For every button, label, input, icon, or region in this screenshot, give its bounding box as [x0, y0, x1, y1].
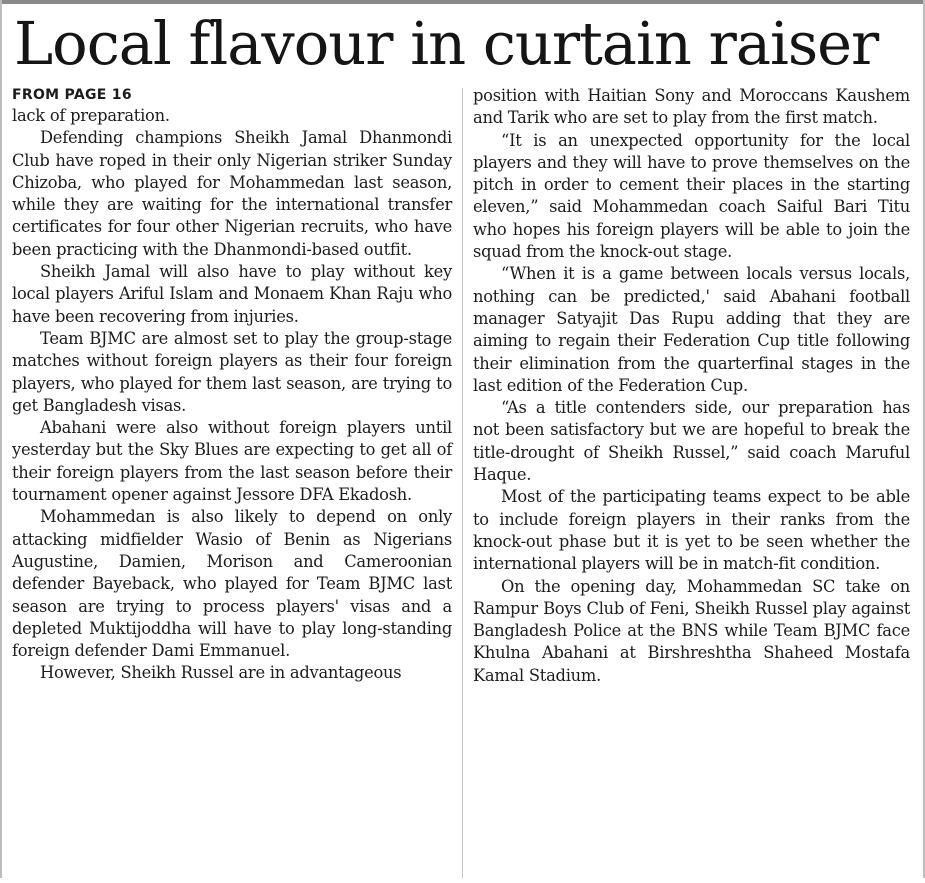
paragraph: Defending champions Sheikh Jamal Dhanmondi Club have roped in their only Nigerian striker Sunday Chizoba, who played for Mohammedan last season, while they are waiting for the international transfer certificates for four other Nigerian recruits, who have been practicing with the Dhanmondi-based outfit. — [12, 128, 452, 259]
left-border — [0, 0, 2, 883]
paragraph: Abahani were also without foreign players until yesterday but the Sky Blues are expecting to get all of their foreign players from the last season before their tournament opener against Jessore DFA Ekadosh. — [12, 418, 452, 505]
right-column — [473, 85, 910, 687]
paragraph: Sheikh Jamal will also have to play without key local players Ariful Islam and Monaem Khan Raju who have been recovering from injuries. — [12, 262, 452, 326]
paragraph: “As a title contenders side, our preparation has not been satisfactory but we are hopeful to break the title-drought of Sheikh Russel,” said coach Maruful Haque. — [473, 398, 910, 485]
column-divider — [462, 88, 463, 878]
paragraph: Most of the participating teams expect to be able to include foreign players in their ranks from the knock-out phase but it is yet to be seen whether the international players will be in match-fit condition. — [473, 487, 910, 574]
paragraph: Mohammedan is also likely to depend on only attacking midfielder Wasio of Benin as Nigerians Augustine, Damien, Morison and Cameroonian defender Bayeback, who played for Team BJMC last season are trying to process players' visas and a depleted Muktijoddha will have to play long-standing foreign defender Dami Emmanuel. — [12, 507, 452, 661]
paragraph: “It is an unexpected opportunity for the local players and they will have to prove themselves on the pitch in order to cement their places in the starting eleven,” said Mohammedan coach Saiful Bari Titu who hopes his foreign players will be able to join the squad from the knock-out stage. — [473, 130, 910, 262]
paragraph: Team BJMC are almost set to play the group-stage matches without foreign players as their four foreign players, who played for them last season, are trying to get Bangladesh visas. — [12, 328, 452, 415]
continued-from-label: FROM PAGE 16 — [12, 87, 132, 103]
paragraph-continuation: lack of preparation. — [12, 106, 170, 125]
paragraph: However, Sheikh Russel are in advantageous — [40, 663, 402, 683]
bottom-edge — [0, 878, 925, 883]
headline: Local flavour in curtain raiser — [14, 9, 879, 78]
paragraph-continuation: position with Haitian Sony and Moroccans Kaushem and Tarik who are set to play from the first match. — [473, 86, 910, 128]
left-column — [12, 85, 452, 685]
paragraph: “When it is a game between locals versus locals, nothing can be predicted,' said Abahani football manager Satyajit Das Rupu adding that they are aiming to regain their Federation Cup title following their elimination from the quarterfinal stages in the last edition of the Federation Cup. — [473, 264, 910, 395]
paragraph: On the opening day, Mohammedan SC take on Rampur Boys Club of Feni, Sheikh Russel play against Bangladesh Police at the BNS while Team BJMC face Khulna Abahani at Birshreshtha Shaheed Mostafa Kamal Stadium. — [473, 576, 910, 685]
